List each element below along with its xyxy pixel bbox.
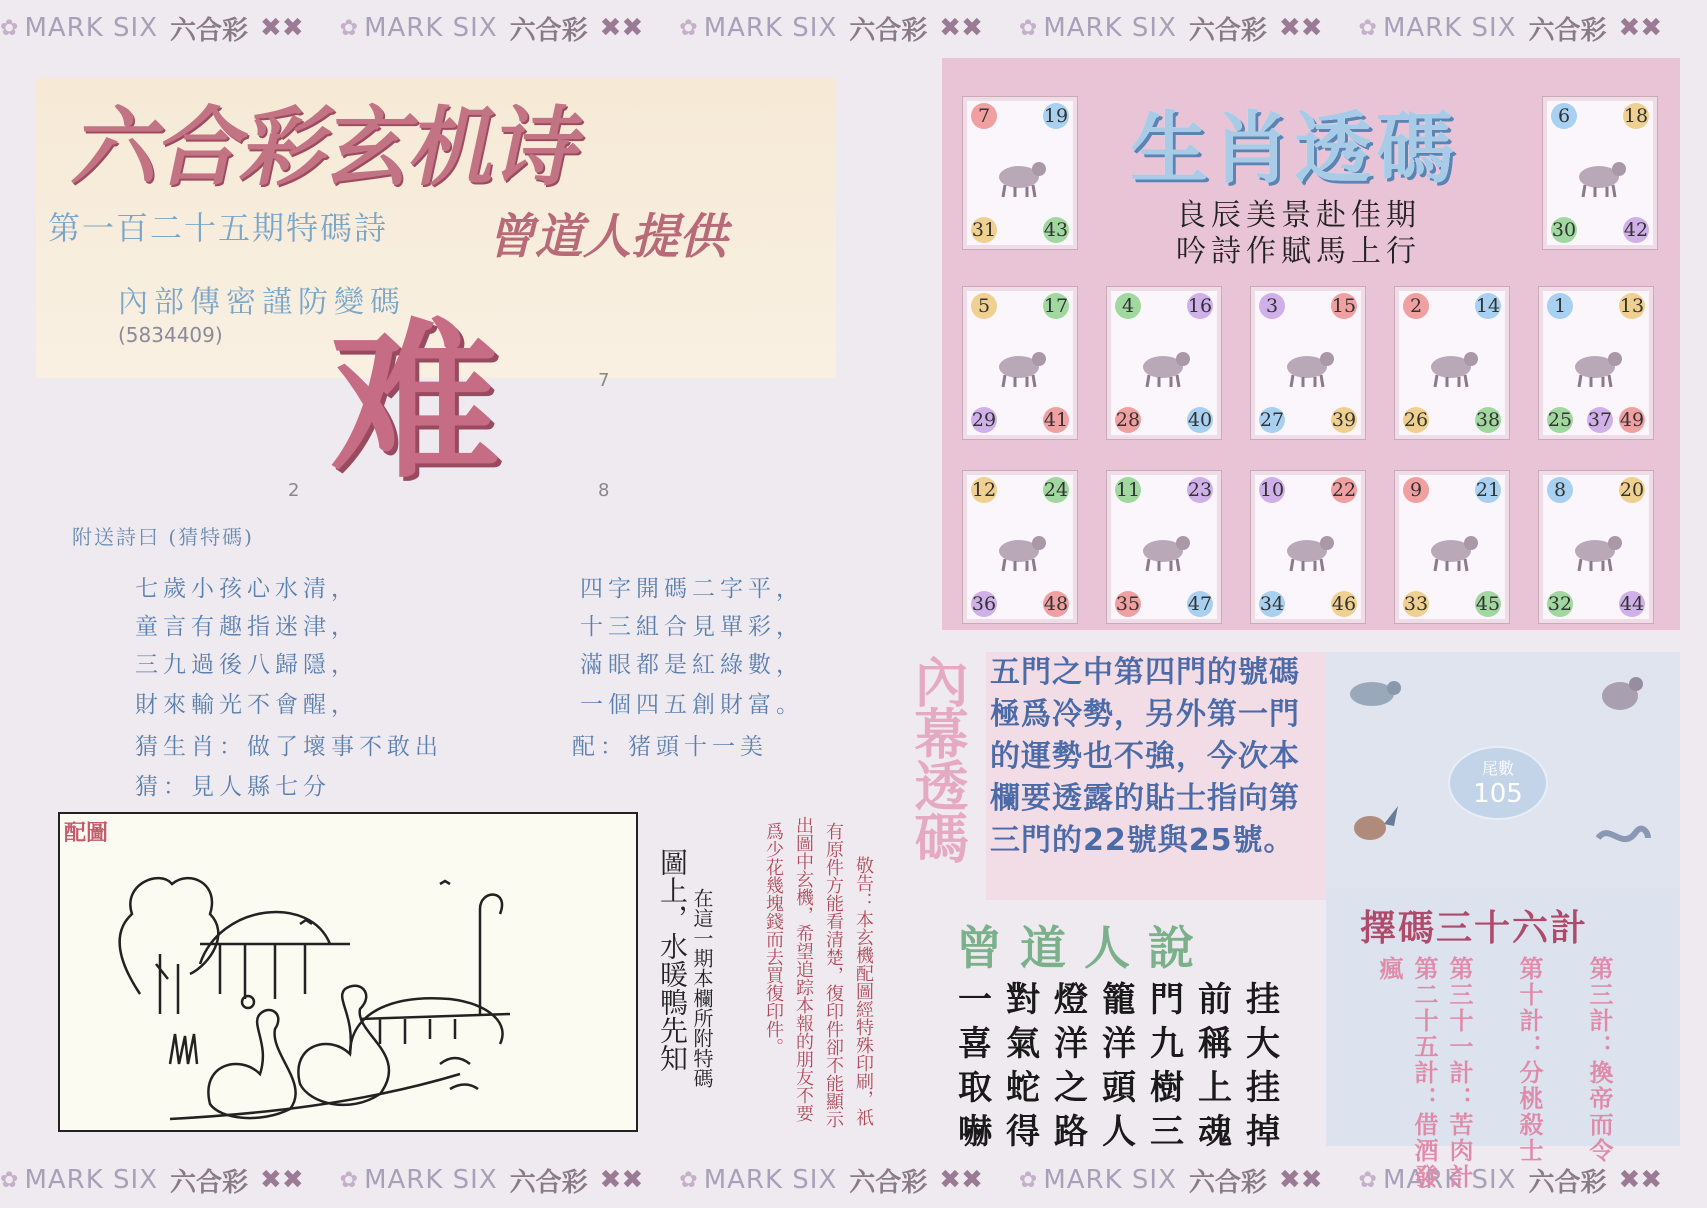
poem-line: 四字開碼二字平， (580, 576, 804, 602)
banner-mark-six: MARK SIX (24, 13, 159, 43)
issue-heading: 第一百二十五期特碼詩 (48, 209, 389, 247)
poem-line: 財來輸光不會醒， (135, 692, 359, 718)
zodiac-number: 35 (1115, 593, 1141, 615)
ducks-drawing (60, 814, 636, 1130)
flower-icon: ✿ (1018, 15, 1038, 41)
rooster-icon (1344, 798, 1402, 848)
inner-title: 內幕透碼 (906, 654, 969, 862)
zodiac-number: 30 (1551, 219, 1577, 241)
cross-icon: ✖✖ (1618, 1165, 1663, 1195)
zodiac-number: 8 (1547, 477, 1573, 503)
strategy-column: 第三十一計：苦肉計 (1445, 956, 1473, 1190)
banner-segment (340, 1162, 662, 1199)
notice-line-2: 有原件方能看清楚，復印件卻不能顯示 (823, 822, 844, 1128)
banner-mark-six: MARK SIX (364, 1165, 498, 1195)
zodiac-card-ox (1542, 96, 1658, 250)
banner-segment (1359, 10, 1681, 47)
zodiac-card-dog (1394, 470, 1510, 624)
zodiac-number: 25 (1547, 409, 1573, 431)
says-row: 取蛇之頭樹上挂 (958, 1068, 1294, 1108)
dragon-icon (1281, 335, 1337, 391)
zodiac-number: 32 (1547, 593, 1573, 615)
zodiac-card-monkey (1106, 470, 1222, 624)
ox-icon (1344, 666, 1402, 716)
zodiac-number: 39 (1331, 409, 1357, 431)
zodiac-number: 10 (1259, 479, 1285, 501)
zodiac-line-1: 良辰美景赴佳期 (1176, 198, 1421, 233)
cross-icon: ✖✖ (939, 1165, 983, 1195)
poem-line: 七歲小孩心水清， (135, 576, 359, 602)
cross-icon: ✖✖ (1278, 1165, 1323, 1195)
zodiac-card-snake (1394, 286, 1510, 440)
picture-caption-b: 在這一期本欄所附特碼 (690, 888, 714, 1088)
strategy-title: 擇碼三十六計 (1360, 908, 1589, 949)
zodiac-number: 38 (1475, 409, 1501, 431)
cross-icon: ✖✖ (939, 13, 983, 43)
strategy-column: 第三計：換帝而令 (1585, 956, 1613, 1164)
rat-icon (993, 145, 1049, 201)
zodiac-number: 49 (1619, 409, 1645, 431)
top-banner (0, 8, 1707, 48)
zodiac-number: 28 (1115, 409, 1141, 431)
goat-icon (993, 519, 1049, 575)
horse-icon (1569, 335, 1625, 391)
corner-number-2: 2 (288, 480, 300, 501)
banner-mark-six: MARK SIX (1382, 13, 1517, 43)
banner-segment (1019, 10, 1341, 47)
banner-segment (0, 1162, 322, 1199)
monkey-icon (1592, 668, 1650, 718)
banner-lhc: 六合彩 (1188, 1167, 1267, 1198)
zodiac-card-dragon (1250, 286, 1366, 440)
zodiac-number: 7 (971, 103, 997, 129)
zodiac-card-horse (1538, 286, 1654, 440)
zodiac-number: 16 (1187, 295, 1213, 317)
notice-line-3: 出圖中玄機，希望追踪本報的朋友不要 (793, 816, 814, 1122)
banner-mark-six: MARK SIX (703, 1165, 838, 1195)
snake-icon (1425, 335, 1481, 391)
ox-icon (1573, 145, 1629, 201)
corner-number-8: 8 (598, 480, 610, 501)
zodiac-number: 22 (1331, 479, 1357, 501)
zodiac-number: 13 (1619, 295, 1645, 317)
code-number: (5834409) (118, 323, 223, 347)
inner-text: 五門之中第四門的號碼極爲冷勢，另外第一門的運勢也不強，今次本欄要透露的貼士指向第三門的22號與25號。 (986, 652, 1326, 900)
says-row: 嚇得路人三魂掉 (958, 1112, 1294, 1152)
poem-line: 猜生肖：做了壞事不敢出 (135, 734, 443, 760)
poem-line: 十三組合見單彩， (580, 614, 804, 640)
zodiac-card-rabbit (1106, 286, 1222, 440)
riddle-character: 难 (330, 304, 501, 502)
banner-mark-six: MARK SIX (1382, 1165, 1517, 1195)
flower-icon: ✿ (339, 1167, 359, 1193)
poem-line: 猜：見人縣七分 (135, 774, 331, 800)
picture-caption-a: 圖上，水暖鴨先知 (656, 848, 689, 1072)
zodiac-card-pig (1538, 470, 1654, 624)
zodiac-number: 29 (971, 409, 997, 431)
banner-segment (340, 10, 662, 47)
banner-segment (1019, 1162, 1341, 1199)
banner-lhc: 六合彩 (170, 1167, 249, 1198)
tail-number-label: 尾數 (1481, 759, 1514, 778)
flower-icon: ✿ (0, 1167, 19, 1193)
monkey-icon (1137, 519, 1193, 575)
zodiac-number: 21 (1475, 479, 1501, 501)
zodiac-number: 3 (1259, 293, 1285, 319)
says-title: 曾道人說 (956, 921, 1212, 975)
banner-segment (679, 10, 1001, 47)
picture-label: 配圖 (64, 820, 109, 846)
riddle-picture (58, 812, 638, 1132)
cross-icon: ✖✖ (260, 1165, 304, 1195)
poem-line: 童言有趣指迷津， (135, 614, 359, 640)
zodiac-number: 19 (1043, 105, 1069, 127)
banner-mark-six: MARK SIX (1043, 1165, 1177, 1195)
zodiac-number: 33 (1403, 593, 1429, 615)
zodiac-number: 5 (971, 293, 997, 319)
zodiac-number: 46 (1331, 593, 1357, 615)
zodiac-number: 37 (1587, 409, 1613, 431)
zodiac-number: 20 (1619, 479, 1645, 501)
banner-segment (0, 10, 322, 47)
zodiac-number: 15 (1331, 295, 1357, 317)
banner-lhc: 六合彩 (1528, 1167, 1607, 1198)
banner-mark-six: MARK SIX (1043, 13, 1177, 43)
poem-line: 滿眼都是紅綠數， (580, 652, 804, 678)
page-title: 六合彩玄机诗 (65, 98, 591, 198)
banner-lhc: 六合彩 (509, 15, 588, 46)
zodiac-card-rat (962, 96, 1078, 250)
banner-lhc: 六合彩 (170, 15, 249, 46)
zodiac-number: 47 (1187, 593, 1213, 615)
dog-icon (1425, 519, 1481, 575)
notice-line-4: 爲少花幾塊錢而去買復印件。 (763, 822, 784, 1056)
zodiac-number: 24 (1043, 479, 1069, 501)
zodiac-number: 48 (1043, 593, 1069, 615)
banner-lhc: 六合彩 (509, 1167, 588, 1198)
zodiac-number: 31 (971, 219, 997, 241)
banner-mark-six: MARK SIX (703, 13, 838, 43)
strategy-column: 第十計：分桃殺士 (1515, 956, 1543, 1164)
zodiac-number: 44 (1619, 593, 1645, 615)
poem-line: 三九過後八歸隱， (135, 652, 359, 678)
banner-mark-six: MARK SIX (24, 1165, 159, 1195)
cross-icon: ✖✖ (599, 13, 644, 43)
secret-notice: 內部傳密謹防變碼 (118, 285, 406, 320)
zodiac-number: 27 (1259, 409, 1285, 431)
cross-icon: ✖✖ (1618, 13, 1663, 43)
tail-number-badge (1448, 746, 1548, 820)
poem-header: 附送詩曰 (猜特碼) (72, 525, 254, 549)
zodiac-number: 43 (1043, 219, 1069, 241)
zodiac-number: 41 (1043, 409, 1069, 431)
flower-icon: ✿ (1358, 15, 1377, 41)
zodiac-number: 42 (1623, 219, 1649, 241)
zodiac-number: 14 (1475, 295, 1501, 317)
zodiac-number: 36 (971, 593, 997, 615)
zodiac-number: 40 (1187, 409, 1213, 431)
zodiac-card-goat (962, 470, 1078, 624)
corner-number-7: 7 (598, 370, 610, 391)
zodiac-number: 23 (1187, 479, 1213, 501)
banner-segment (679, 1162, 1001, 1199)
flower-icon: ✿ (679, 1167, 698, 1193)
zodiac-number: 9 (1403, 477, 1429, 503)
zodiac-card-tiger (962, 286, 1078, 440)
zodiac-number: 26 (1403, 409, 1429, 431)
banner-lhc: 六合彩 (849, 1167, 928, 1198)
pig-icon (1569, 519, 1625, 575)
flower-icon: ✿ (679, 15, 698, 41)
provider-label: 曾道人提供 (483, 209, 738, 265)
zodiac-card-rooster (1250, 470, 1366, 624)
dragon-icon (1594, 808, 1652, 858)
banner-mark-six: MARK SIX (364, 13, 498, 43)
banner-lhc: 六合彩 (1188, 15, 1267, 46)
zodiac-number: 1 (1547, 293, 1573, 319)
poem-line: 一個四五創財富。 (580, 692, 804, 718)
cross-icon: ✖✖ (1278, 13, 1323, 43)
strategy-column: 第二十五計：借酒發瘋 (1375, 956, 1438, 1190)
notice-line-1: 敬告：本玄機配圖經特殊印刷，祇 (853, 856, 874, 1126)
zodiac-line-2: 吟詩作賦馬上行 (1176, 234, 1421, 269)
poem-line: 配：猪頭十一美 (572, 734, 768, 760)
zodiac-number: 18 (1623, 105, 1649, 127)
flower-icon: ✿ (339, 15, 359, 41)
says-row: 喜氣洋洋九稱大 (958, 1024, 1294, 1064)
cross-icon: ✖✖ (599, 1165, 644, 1195)
flower-icon: ✿ (0, 15, 19, 41)
flower-icon: ✿ (1358, 1167, 1377, 1193)
tiger-icon (993, 335, 1049, 391)
rooster-icon (1281, 519, 1337, 575)
zodiac-title: 生肖透碼 (1130, 104, 1459, 194)
zodiac-number: 17 (1043, 295, 1069, 317)
zodiac-number: 45 (1475, 593, 1501, 615)
rabbit-icon (1137, 335, 1193, 391)
tail-number-value: 105 (1473, 779, 1523, 809)
zodiac-number: 4 (1115, 293, 1141, 319)
cross-icon: ✖✖ (260, 13, 304, 43)
says-row: 一對燈籠門前挂 (958, 980, 1294, 1020)
zodiac-number: 11 (1115, 479, 1141, 501)
zodiac-number: 12 (971, 479, 997, 501)
zodiac-number: 2 (1403, 293, 1429, 319)
banner-lhc: 六合彩 (849, 15, 928, 46)
zodiac-number: 6 (1551, 103, 1577, 129)
flower-icon: ✿ (1018, 1167, 1038, 1193)
banner-lhc: 六合彩 (1528, 15, 1607, 46)
zodiac-number: 34 (1259, 593, 1285, 615)
